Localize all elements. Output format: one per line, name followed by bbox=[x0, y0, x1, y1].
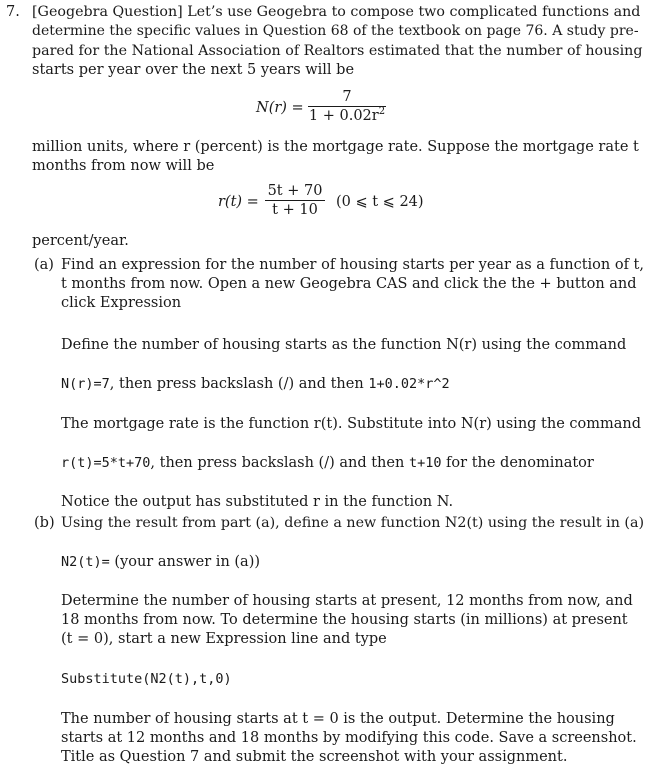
intro-line-4: starts per year over the next 5 years will be bbox=[32, 62, 355, 78]
formula-n-numerator: 7 bbox=[342, 89, 352, 105]
substitute-code: Substitute(N2(t),t,0) bbox=[61, 671, 232, 687]
determine-line-2: 18 months from now. To determine the housing starts (in millions) at present bbox=[61, 612, 628, 628]
part-a-line-1: Find an expression for the number of housing starts per year as a function of t, bbox=[61, 257, 644, 273]
percent-text: percent/year. bbox=[32, 233, 129, 249]
part-b-label: (b) bbox=[34, 515, 55, 531]
formula-r-domain: (0 ⩽ t ⩽ 24) bbox=[336, 194, 424, 210]
determine-line-1: Determine the number of housing starts at present, 12 months from now, and bbox=[61, 593, 633, 609]
formula-n-lhs: N(r) = bbox=[256, 100, 304, 116]
n2-code: N2(t)= bbox=[61, 554, 110, 570]
n2-definition bbox=[61, 553, 260, 573]
n2-text: (your answer in (a)) bbox=[109, 554, 261, 570]
formula-r-numerator: 5t + 70 bbox=[267, 183, 323, 199]
command-1-code-2: 1+0.02*r^2 bbox=[368, 376, 450, 392]
mortgage-text: The mortgage rate is the function r(t). Substitute into N(r) using the command bbox=[61, 416, 642, 432]
command-1-text: , then press backslash (/) and then bbox=[109, 376, 369, 392]
part-a-line-2: t months from now. Open a new Geogebra CAS and click the the + button and bbox=[61, 276, 637, 292]
command-2-text: , then press backslash (/) and then bbox=[150, 455, 409, 471]
final-line-3: Title as Question 7 and submit the screenshot with your assignment. bbox=[61, 749, 568, 765]
intro-line-1: [Geogebra Question] Let’s use Geogebra to compose two complicated functions and bbox=[32, 4, 641, 20]
part-a-line-3: click Expression bbox=[61, 295, 182, 311]
intro-line-2: determine the specific values in Question 68 of the textbook on page 76. A study pre- bbox=[32, 23, 639, 39]
mid-line-1: million units, where r (percent) is the mortgage rate. Suppose the mortgage rate t bbox=[32, 139, 639, 155]
formula-r-fraction bbox=[265, 182, 325, 219]
notice-text: Notice the output has substituted r in the function N. bbox=[61, 494, 454, 510]
part-a-label: (a) bbox=[34, 257, 54, 273]
command-2 bbox=[61, 454, 594, 474]
command-2-code-2: t+10 bbox=[408, 455, 442, 471]
part-b-line-1: Using the result from part (a), define a new function N2(t) using the result in (a) bbox=[61, 515, 645, 531]
final-line-1: The number of housing starts at t = 0 is the output. Determine the housing bbox=[61, 711, 615, 727]
command-2-tail: for the denominator bbox=[441, 455, 594, 471]
mid-line-2: months from now will be bbox=[32, 158, 215, 174]
command-1-code: N(r)=7 bbox=[61, 376, 110, 392]
formula-r-denominator: t + 10 bbox=[272, 202, 318, 218]
define-text: Define the number of housing starts as the function N(r) using the command bbox=[61, 337, 627, 353]
determine-line-3: (t = 0), start a new Expression line and type bbox=[61, 631, 387, 647]
final-line-2: starts at 12 months and 18 months by modifying this code. Save a screenshot. bbox=[61, 730, 637, 746]
formula-r-lhs: r(t) = bbox=[218, 194, 259, 210]
intro-line-3: pared for the National Association of Realtors estimated that the number of housing bbox=[32, 43, 643, 59]
command-2-code: r(t)=5*t+70 bbox=[61, 455, 151, 471]
formula-n-fraction bbox=[308, 88, 386, 125]
question-number: 7. bbox=[6, 4, 20, 20]
formula-n-denominator: $1 + 0.02r^2$ bbox=[308, 106, 386, 124]
command-1 bbox=[61, 375, 450, 395]
